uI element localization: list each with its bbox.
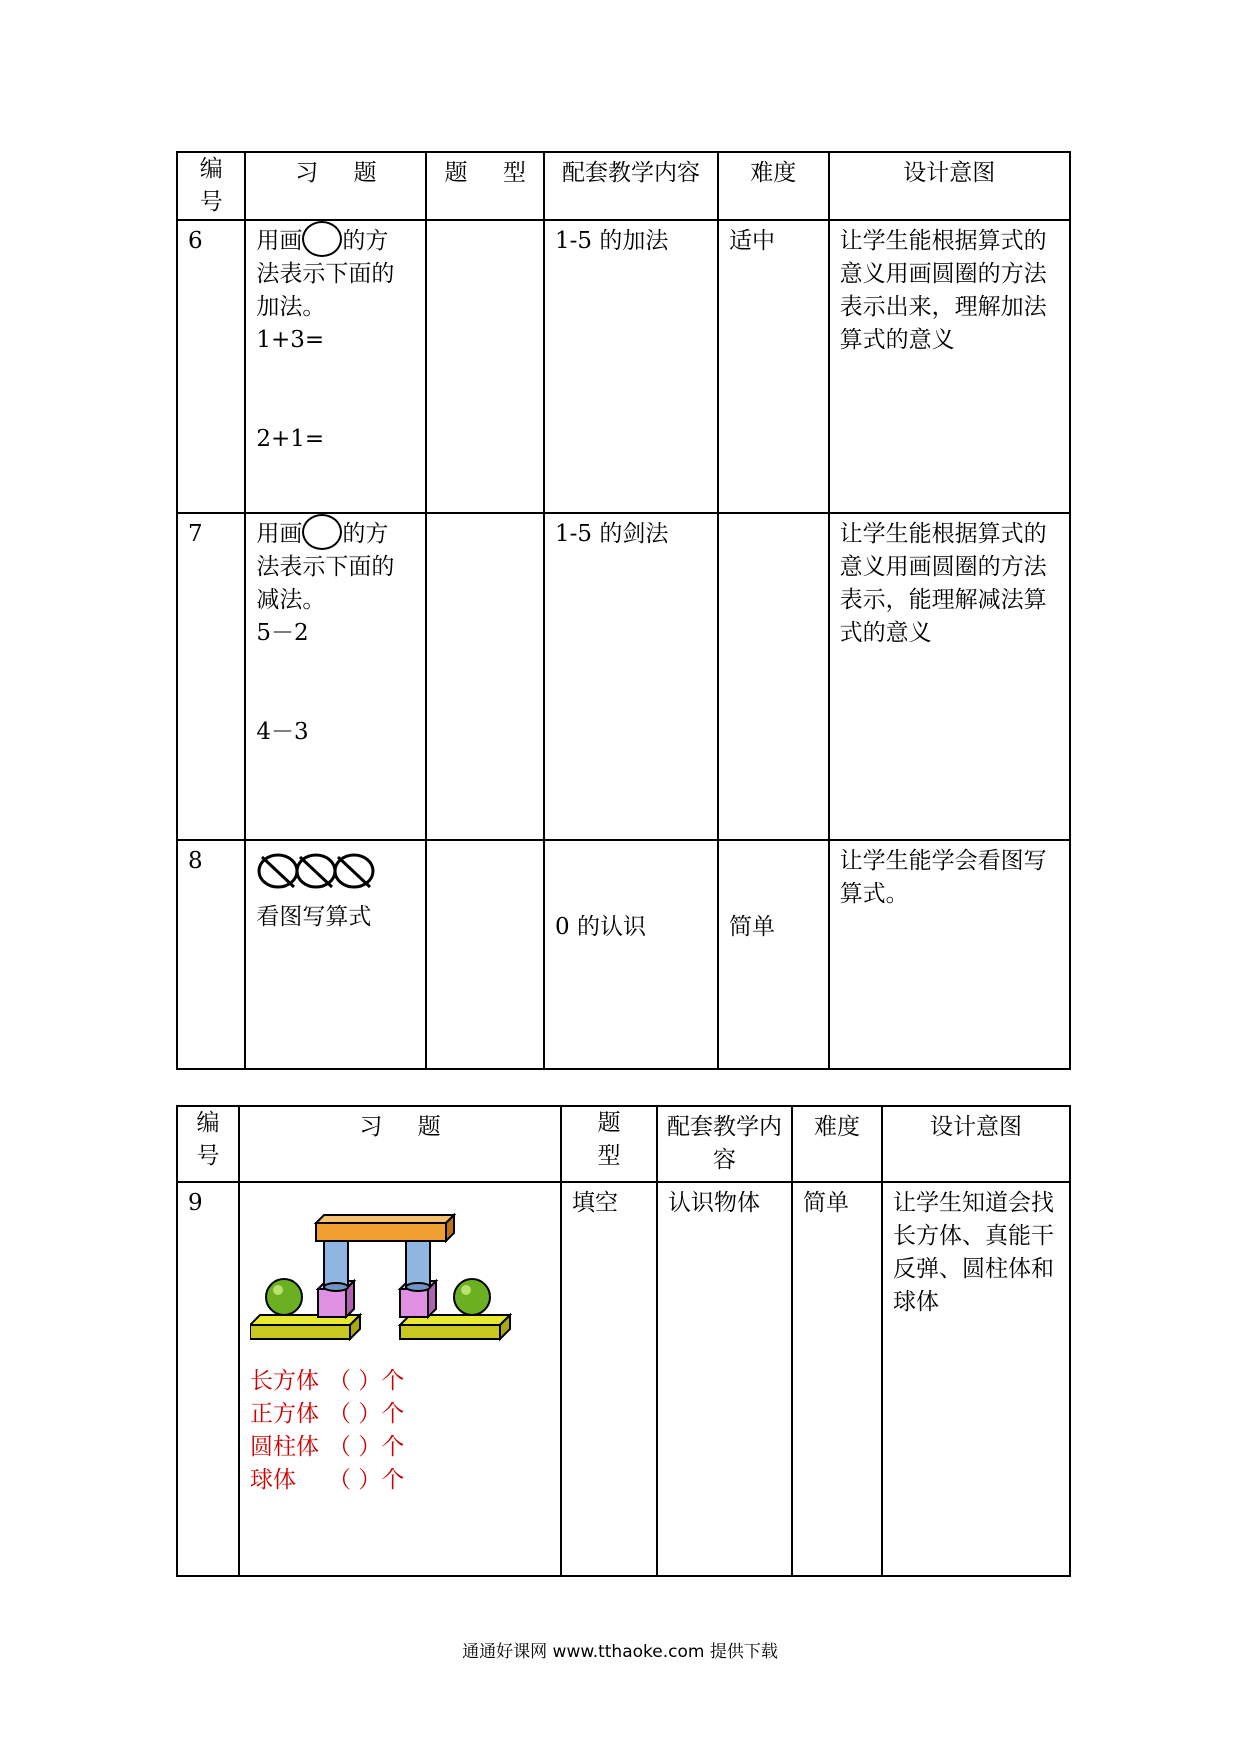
intent-cell: 让学生知道会找长方体、真能干反弹、圆柱体和球体 xyxy=(882,1182,1070,1576)
question-text: 用画 xyxy=(256,228,303,254)
table-row xyxy=(177,513,1070,840)
expression: 4－3 xyxy=(256,719,309,745)
content-cell: 认识物体 xyxy=(657,1182,792,1576)
expression: 2+1= xyxy=(256,426,325,452)
difficulty-cell: 简单 xyxy=(792,1182,882,1576)
header-exercise: 习 题 xyxy=(245,152,426,220)
item-label: 球体 xyxy=(250,1467,296,1493)
fill-blank-item xyxy=(250,1398,550,1431)
item-label: 圆柱体 xyxy=(250,1434,319,1460)
type-cell xyxy=(426,220,544,513)
header-intent: 设计意图 xyxy=(882,1106,1070,1182)
header-exercise: 习 题 xyxy=(239,1106,561,1182)
exercise-cell xyxy=(245,220,426,513)
table-row xyxy=(177,840,1070,1069)
table-header-row xyxy=(177,152,1070,220)
intent-cell: 让学生能根据算式的意义用画圆圈的方法表示，能理解减法算式的意义 xyxy=(829,513,1070,840)
fill-blank-item xyxy=(250,1365,550,1398)
difficulty-cell xyxy=(718,513,829,840)
item-blank: （ ）个 xyxy=(328,1434,405,1460)
header-content: 配套教学内容 xyxy=(544,152,718,220)
row-num: 6 xyxy=(177,220,245,513)
fill-blank-list xyxy=(250,1365,550,1497)
question-text: 法表示下面的加法。 xyxy=(256,261,395,320)
item-label: 长方体 xyxy=(250,1368,319,1394)
exercise-table-1 xyxy=(176,151,1071,1070)
type-cell xyxy=(426,840,544,1069)
header-intent: 设计意图 xyxy=(829,152,1070,220)
question-text: 看图写算式 xyxy=(256,904,372,930)
exercise-table-2 xyxy=(176,1105,1071,1577)
intent-cell: 让学生能根据算式的意义用画圆圈的方法表示出来，理解加法算式的意义 xyxy=(829,220,1070,513)
exercise-cell xyxy=(245,513,426,840)
table-row xyxy=(177,1182,1070,1576)
item-blank: （ ）个 xyxy=(328,1368,405,1394)
header-num: 编号 xyxy=(177,1106,239,1182)
exercise-cell xyxy=(239,1182,561,1576)
question-text: 的方 xyxy=(342,521,389,547)
header-type: 题 型 xyxy=(426,152,544,220)
circle-icon xyxy=(302,514,342,550)
type-cell: 填空 xyxy=(561,1182,657,1576)
header-num: 编号 xyxy=(177,152,245,220)
expression: 5－2 xyxy=(256,620,309,646)
item-label: 正方体 xyxy=(250,1401,319,1427)
question-text: 用画 xyxy=(256,521,303,547)
content-cell: 0 的认识 xyxy=(544,840,718,1069)
item-blank: （ ）个 xyxy=(328,1401,405,1427)
table-header-row xyxy=(177,1106,1070,1182)
difficulty-cell: 简单 xyxy=(718,840,829,1069)
row-num: 8 xyxy=(177,840,245,1069)
fill-blank-item xyxy=(250,1464,550,1497)
crossed-circles-icon xyxy=(256,849,376,893)
row-num: 9 xyxy=(177,1182,239,1576)
exercise-cell xyxy=(245,840,426,1069)
table-row xyxy=(177,220,1070,513)
content-cell: 1-5 的剑法 xyxy=(544,513,718,840)
header-difficulty: 难度 xyxy=(792,1106,882,1182)
fill-blank-item xyxy=(250,1431,550,1464)
circle-icon xyxy=(302,221,342,257)
type-cell xyxy=(426,513,544,840)
question-text: 法表示下面的减法。 xyxy=(256,554,395,613)
expression: 1+3= xyxy=(256,327,325,353)
header-difficulty: 难度 xyxy=(718,152,829,220)
item-blank: （ ）个 xyxy=(328,1467,405,1493)
blocks-picture xyxy=(250,1197,520,1347)
page-footer: 通通好课网 www.tthaoke.com 提供下载 xyxy=(462,1642,778,1662)
difficulty-cell: 适中 xyxy=(718,220,829,513)
question-text: 的方 xyxy=(342,228,389,254)
row-num: 7 xyxy=(177,513,245,840)
content-cell: 1-5 的加法 xyxy=(544,220,718,513)
header-type: 题型 xyxy=(561,1106,657,1182)
intent-cell: 让学生能学会看图写算式。 xyxy=(829,840,1070,1069)
header-content: 配套教学内容 xyxy=(657,1106,792,1182)
